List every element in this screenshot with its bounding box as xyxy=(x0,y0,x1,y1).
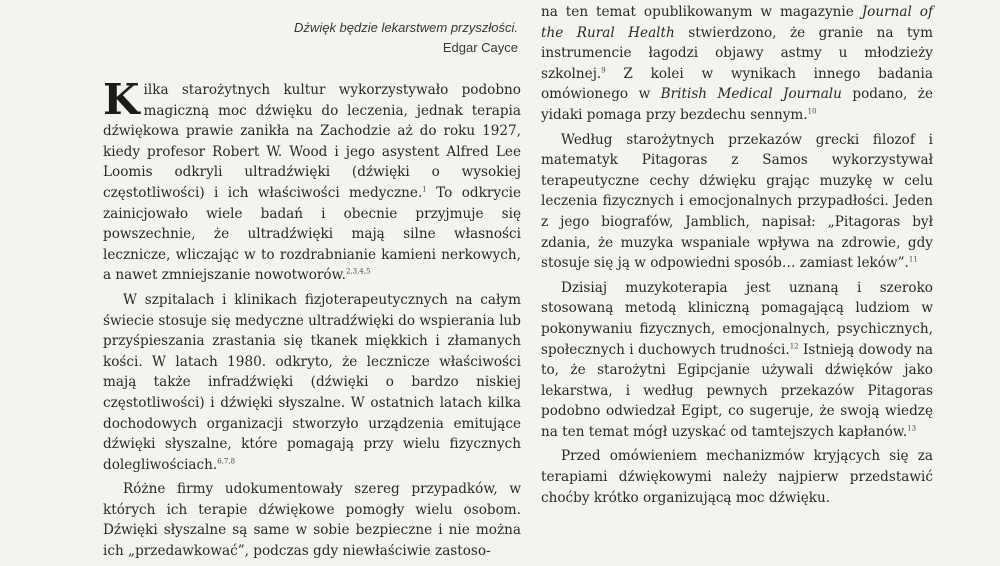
paragraph-text: Przed omówieniem mechanizmów kryjących się za terapiami dźwiękowymi należy najpierw przedstawić choćby krótko organizującą moc dźwięku. xyxy=(541,448,933,506)
footnote-ref: 9 xyxy=(601,66,606,75)
journal-title: Journal of the Rural Health xyxy=(541,4,933,41)
paragraph xyxy=(541,2,933,126)
paragraph-text: To odkrycie zainicjowało wiele badań i obecnie przyjmuje się powszechnie, że ultradźwięki mają silne własności lecznicze, wliczając w to rozdrabnianie kamieni nerkowych, a nawet zmniejszanie nowotworów. xyxy=(103,184,521,284)
footnote-ref: 6,7,8 xyxy=(217,457,236,466)
epigraph-author: Edgar Cayce xyxy=(442,40,518,55)
paragraph xyxy=(541,278,933,443)
paragraph xyxy=(103,290,521,475)
paragraph-text: Z kolei w wynikach innego badania omówionego w xyxy=(541,65,933,103)
paragraph-text: Według starożytnych przekazów grecki filozof i matematyk Pitagoras z Samos wykorzystywał terapeutyczne cechy dźwięku grając muzykę w celu leczenia fizycznych i emocjonalnych przypadłości. Jeden z jego biografów, Jamblich, napisał: „Pitagoras był zdania, że muzyka wspaniale wpływa na zdrowie, gdy stosuje się ją w odpowiedni sposób… zamiast leków”. xyxy=(541,131,933,272)
drop-cap: K xyxy=(103,75,140,124)
right-column xyxy=(541,2,933,512)
epigraph xyxy=(170,18,518,58)
paragraph xyxy=(103,75,521,286)
paragraph-text: W szpitalach i klinikach fizjoterapeutycznych na całym świecie stosuje się medyczne ultradźwięki do wspierania lub przyśpieszania zrastania się tkanek miękkich i złamanych kości. W latach 1980. odkryto, że lecznicze właściwości mają także infradźwięki (dźwięki o bardzo niskiej częstotliwości) i dźwięki słyszalne. W ostatnich latach kilka dochodowych organizacji stworzyło urządzenia emitujące dźwięki słyszalne, które pomagają przy wielu fizycznych dolegliwościach. xyxy=(103,291,521,473)
footnote-ref: 13 xyxy=(907,424,917,433)
footnote-ref: 12 xyxy=(789,341,799,350)
footnote-ref: 2,3,4,5 xyxy=(345,267,371,276)
journal-title: British Medical Journalu xyxy=(660,86,842,103)
paragraph xyxy=(103,479,521,561)
paragraph-text: stwierdzono, że granie na tym instrumencie łagodzi objawy astmy u młodzieży szkolnej. xyxy=(541,24,933,82)
paragraph-text: podano, że yidaki pomaga przy bezdechu sennym. xyxy=(541,86,933,123)
paragraph-text: Różne firmy udokumentowały szereg przypadków, w których ich terapie dźwiękowe pomogły wielu osobom. Dźwięki słyszalne są same w sobie bezpieczne i nie można ich „przedawkować”, podczas gdy niewłaściwie zastoso- xyxy=(103,481,521,560)
paragraph-text: Istnieją dowody na to, że starożytni Egipcjanie używali dźwięków jako lekarstwa, i według pewnych przekazów Pitagoras podobno odwiedzał Egipt, co sugeruje, że swoją wiedzę na ten temat mógł uzyskać od tamtejszych kapłanów. xyxy=(541,341,933,440)
footnote-ref: 10 xyxy=(807,107,817,116)
paragraph xyxy=(541,446,933,508)
footnote-ref: 1 xyxy=(422,185,427,194)
paragraph-text: ilka starożytnych kultur wykorzystywało podobno magiczną moc dźwięku do leczenia, jednak terapia dźwiękowa prawie zanikła na Zachodzie aż do roku 1927, kiedy profesor Robert W. Wood i jego asystent Alfred Lee Loomis odkryli ultradźwięki (dźwięki o wysokiej częstotliwości) i ich właściwości medyczne. xyxy=(103,82,521,201)
epigraph-quote: Dźwięk będzie lekarstwem przyszłości. xyxy=(294,20,518,35)
left-column xyxy=(103,75,521,566)
paragraph-text: Dzisiaj muzykoterapia jest uznaną i szeroko stosowaną metodą kliniczną pomagającą ludziom w pokonywaniu fizycznych, emocjonalnych, psychicznych, społecznych i duchowych trudności. xyxy=(541,279,933,358)
footnote-ref: 11 xyxy=(908,255,918,264)
paragraph xyxy=(541,130,933,274)
paragraph-text: na ten temat opublikowanym w magazynie xyxy=(541,4,862,20)
